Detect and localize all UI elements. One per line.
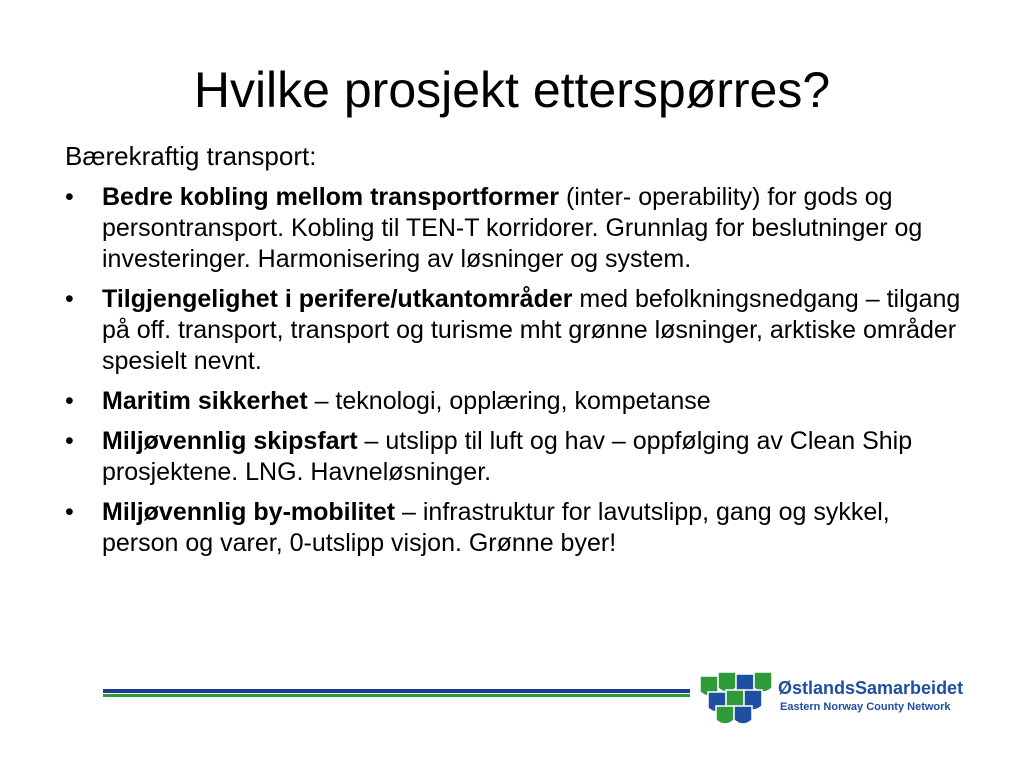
bullet-item [65, 182, 965, 275]
bullet-dot-icon: • [65, 183, 74, 211]
bullet-heading: Maritim sikkerhet [102, 387, 308, 415]
bullet-text: – utslipp til luft og hav – oppfølging av Clean Ship prosjektene. LNG. Havneløsninger. [102, 427, 913, 486]
bullet-dot-icon: • [65, 498, 74, 526]
bullet-item [65, 386, 965, 417]
footer-divider-blue [103, 689, 690, 693]
logo-name: ØstlandsSamarbeidet [778, 678, 964, 698]
bullet-list [65, 182, 965, 568]
footer-divider-green [103, 694, 690, 697]
logo-tagline: Eastern Norway County Network [780, 701, 951, 713]
bullet-heading: Tilgjengelighet i perifere/utkantområder [102, 285, 573, 313]
bullet-dot-icon: • [65, 285, 74, 313]
bullet-dot-icon: • [65, 427, 74, 455]
ostlandssamarbeidet-logo [698, 668, 988, 730]
bullet-heading: Bedre kobling mellom transportformer [102, 183, 560, 211]
bullet-text: – teknologi, opplæring, kompetanse [307, 387, 711, 415]
bullet-heading: Miljøvennlig by-mobilitet [102, 498, 396, 526]
bullet-item [65, 426, 965, 488]
bullet-text: (inter- operability) for gods og persontransport. Kobling til TEN-T korridorer. Grunnlag for beslutninger og investeringer. Harmonisering av løsninger og system. [102, 183, 923, 273]
bullet-heading: Miljøvennlig skipsfart [102, 427, 358, 455]
shield-cluster-icon [698, 668, 776, 728]
bullet-item [65, 497, 965, 559]
bullet-text: – infrastruktur for lavutslipp, gang og sykkel, person og varer, 0-utslipp visjon. Grønne byer! [102, 498, 890, 557]
section-subtitle: Bærekraftig transport: [65, 141, 317, 171]
slide-title: Hvilke prosjekt etterspørres? [193, 62, 831, 118]
bullet-dot-icon: • [65, 387, 74, 415]
bullet-item [65, 284, 965, 377]
bullet-text: med befolkningsnedgang – tilgang på off. transport, transport og turisme mht grønne løsninger, arktiske områder spesielt nevnt. [102, 285, 961, 375]
